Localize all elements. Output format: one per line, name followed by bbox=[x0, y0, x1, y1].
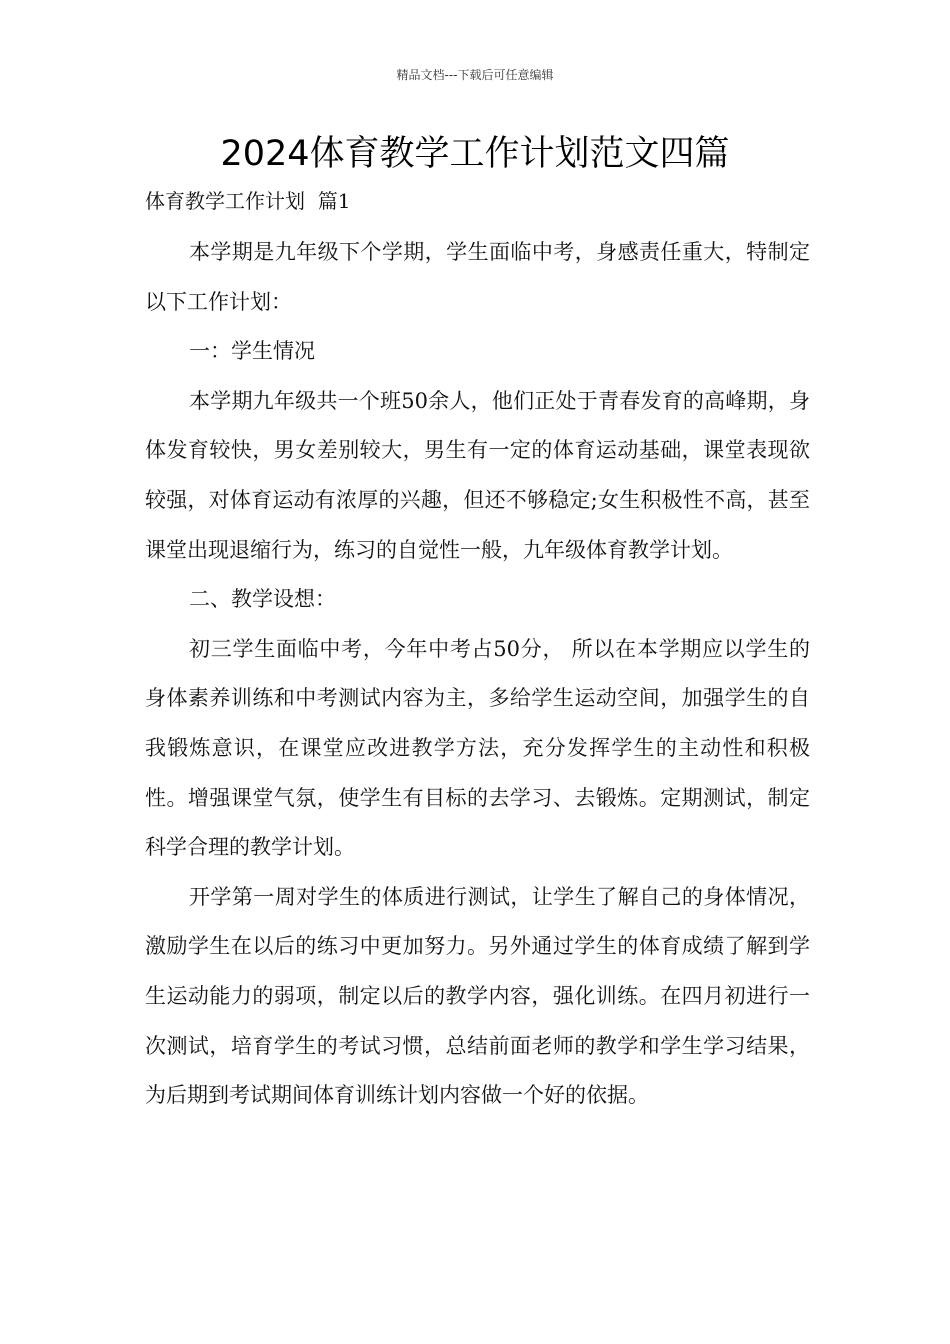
students-paragraph: 本学期九年级共一个班50余人，他们正处于青春发育的高峰期，身体发育较快，男女差别较大，男生有一定的体育运动基础，课堂表现欲较强，对体育运动有浓厚的兴趣，但还不够稳定;女生积极性不高，甚至课堂出现退缩行为，练习的自觉性一般，九年级体育教学计划。 bbox=[145, 388, 810, 562]
page-title: 2024体育教学工作计划范文四篇 bbox=[220, 134, 730, 174]
section-heading-teaching: 二、教学设想： bbox=[189, 587, 336, 612]
header-note: 精品文档---下载后可任意编辑 bbox=[396, 68, 554, 82]
teaching-paragraph: 初三学生面临中考，今年中考占50分， 所以在本学期应以学生的身体素养训练和中考测试内容为主，多给学生运动空间，加强学生的自我锻炼意识，在课堂应改进教学方法，充分发挥学生的主动性和积极性。增强课堂气氛，使学生有目标的去学习、去锻炼。定期测试，制定科学合理的教学计划。 bbox=[145, 636, 810, 860]
intro-paragraph: 本学期是九年级下个学期，学生面临中考，身感责任重大，特制定以下工作计划： bbox=[145, 240, 810, 314]
section-heading-students: 一：学生情况 bbox=[189, 339, 315, 364]
testing-paragraph: 开学第一周对学生的体质进行测试，让学生了解自己的身体情况，激励学生在以后的练习中更加努力。另外通过学生的体育成绩了解到学生运动能力的弱项，制定以后的教学内容，强化训练。在四月初进行一次测试，培育学生的考试习惯，总结前面老师的教学和学生学习结果，为后期到考试期间体育训练计划内容做一个好的依据。 bbox=[145, 884, 810, 1108]
section-subtitle: 体育教学工作计划 篇1 bbox=[145, 189, 351, 213]
document-body bbox=[145, 228, 810, 1121]
